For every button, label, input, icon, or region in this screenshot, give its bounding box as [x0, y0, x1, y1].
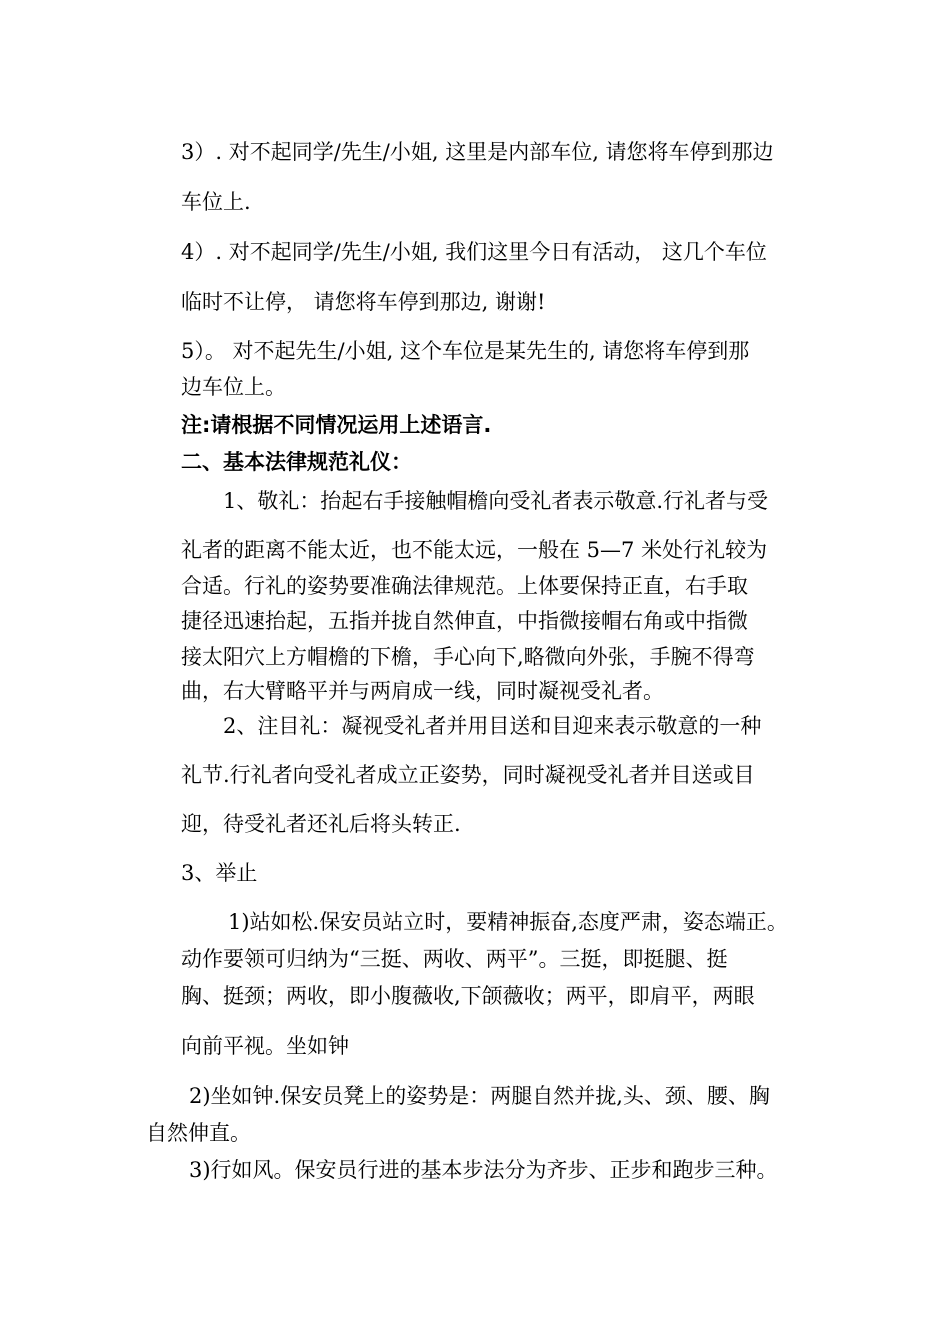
- line-9: 1、敬礼：抬起右手接触帽檐向受礼者表示敬意.行礼者与受: [223, 489, 769, 513]
- line-6: 边车位上。: [181, 375, 286, 399]
- line-18: 3、举止: [181, 861, 258, 885]
- line-13: 接太阳穴上方帽檐的下檐，手心向下,略微向外张，手腕不得弯: [181, 645, 755, 669]
- line-19: 1)站如松.保安员站立时，要精神振奋,态度严肃，姿态端正。: [228, 910, 788, 934]
- line-22: 向前平视。坐如钟: [181, 1034, 349, 1058]
- line-15: 2、注目礼：凝视受礼者并用目送和目迎来表示敬意的一种: [223, 714, 762, 738]
- line-4: 临时不让停， 请您将车停到那边, 谢谢!: [181, 290, 546, 314]
- line-12: 捷径迅速抬起，五指并拢自然伸直，中指微接帽右角或中指微: [181, 609, 748, 633]
- section-heading: 二、基本法律规范礼仪：: [181, 450, 412, 474]
- line-21: 胸、挺颈；两收，即小腹薇收,下颌薇收；两平，即肩平，两眼: [181, 984, 755, 1008]
- line-1: 3）. 对不起同学/先生/小姐, 这里是内部车位, 请您将车停到那边: [181, 140, 774, 164]
- line-24: 自然伸直。: [146, 1121, 251, 1145]
- line-17: 迎，待受礼者还礼后将头转正.: [181, 812, 461, 836]
- line-25: 3)行如风。保安员行进的基本步法分为齐步、正步和跑步三种。: [189, 1158, 778, 1182]
- line-23: 2)坐如钟.保安员凳上的姿势是：两腿自然并拢,头、颈、腰、胸: [189, 1084, 770, 1108]
- line-10: 礼者的距离不能太近，也不能太远，一般在 5—7 米处行礼较为: [181, 538, 768, 562]
- note-line: 注:请根据不同情况运用上述语言.: [181, 413, 492, 437]
- line-14: 曲，右大臂略平并与两肩成一线，同时凝视受礼者。: [181, 679, 664, 703]
- line-3: 4）. 对不起同学/先生/小姐, 我们这里今日有活动， 这几个车位: [181, 240, 767, 264]
- line-20: 动作要领可归纳为“三挺、两收、两平”。三挺，即挺腿、挺: [181, 947, 728, 971]
- line-11: 合适。行礼的姿势要准确法律规范。上体要保持正直，右手取: [181, 574, 748, 598]
- line-16: 礼节.行礼者向受礼者成立正姿势，同时凝视受礼者并目送或目: [181, 763, 755, 787]
- line-5: 5）。 对不起先生/小姐, 这个车位是某先生的, 请您将车停到那: [181, 339, 750, 363]
- line-2: 车位上.: [181, 190, 251, 214]
